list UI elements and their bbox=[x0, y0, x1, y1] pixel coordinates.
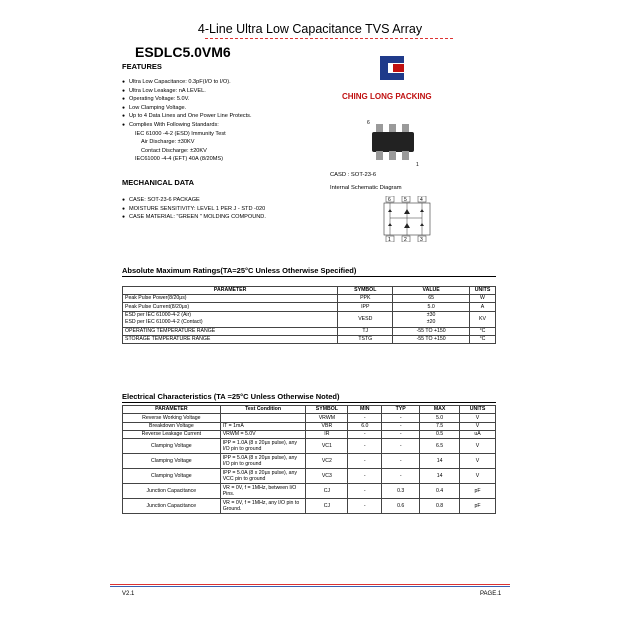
elec-table bbox=[122, 405, 496, 514]
feature-item: ● Complies With Following Standards: bbox=[122, 121, 332, 130]
schematic-title: Internal Schematic Diagram bbox=[330, 185, 402, 191]
table-row: Peak Pulse Power(8/20μs) PPK 65 W bbox=[123, 295, 496, 303]
schematic-pin: 4 bbox=[420, 197, 423, 203]
feature-item: ● Ultra Low Leakage: nA LEVEL. bbox=[122, 87, 332, 96]
column-header: SYMBOL bbox=[306, 406, 348, 414]
schematic-pin: 5 bbox=[404, 197, 407, 203]
table-row: Clamping Voltage IPP = 5.0A (8 x 20μs pulse), any VCC pin to ground VC3 - - 14 V bbox=[123, 469, 496, 484]
schematic-pin: 2 bbox=[404, 237, 407, 242]
footer-rule bbox=[110, 586, 510, 587]
part-number: ESDLC5.0VM6 bbox=[135, 44, 231, 60]
column-header: MAX bbox=[420, 406, 460, 414]
table-row: Reverse Working Voltage VRWM - - 5.0 V bbox=[123, 414, 496, 422]
table-row: Junction Capacitance VR = 0V, f = 1MHz, any I/O pin to Ground. CJ - 0.6 0.8 pF bbox=[123, 499, 496, 514]
column-header: PARAMETER bbox=[123, 287, 338, 295]
table-row: ESD per IEC 61000-4-2 (Air) ESD per IEC 61000-4-2 (Contact) VESD ±30 ±20 KV bbox=[123, 311, 496, 327]
pin-label-right: 1 bbox=[416, 162, 419, 168]
pin-label-left: 6 bbox=[367, 120, 370, 126]
table-row: Breakdown Voltage IT = 1mA VBR 6.0 - 7.5 V bbox=[123, 422, 496, 430]
feature-item: ● Operating Voltage: 5.0V. bbox=[122, 95, 332, 104]
standard-item: IEC61000 -4-4 (EFT) 40A (8/20MS) bbox=[135, 156, 223, 163]
column-header: UNITS bbox=[470, 287, 496, 295]
features-list bbox=[122, 78, 332, 164]
mechanical-list bbox=[122, 196, 332, 222]
table-row: OPERATING TEMPERATURE RANGE TJ -55 TO +150 °C bbox=[123, 327, 496, 335]
abs-max-heading: Absolute Maximum Ratings(TA=25°C Unless Otherwise Specified) bbox=[122, 266, 496, 277]
mechanical-heading: MECHANICAL DATA bbox=[122, 178, 195, 187]
table-row: Clamping Voltage IPP = 5.0A (8 x 20μs pulse), any I/O pin to ground VC2 - - 14 V bbox=[123, 454, 496, 469]
mechanical-item: ● CASE MATERIAL: "GREEN " MOLDING COMPOUND. bbox=[122, 213, 332, 222]
standard-item: Contact Discharge: ±20KV bbox=[141, 147, 207, 154]
column-header: MIN bbox=[348, 406, 382, 414]
standard-item: IEC 61000 -4-2 (ESD) Immunity Test bbox=[135, 130, 226, 137]
features-heading: FEATURES bbox=[122, 62, 162, 71]
case-label: CASD : SOT-23-6 bbox=[330, 172, 377, 178]
feature-item: ● Ultra Low Capacitance: 0.3pF(I/O to I/O). bbox=[122, 78, 332, 87]
feature-item: ● Up to 4 Data Lines and One Power Line Protects. bbox=[122, 112, 332, 121]
table-row: Peak Pulse Current(8/20μs) IPP 5.0 A bbox=[123, 303, 496, 311]
document-title: 4-Line Ultra Low Capacitance TVS Array bbox=[197, 22, 423, 36]
footer-rule bbox=[110, 584, 510, 585]
table-row: Clamping Voltage IPP = 1.0A (8 x 20μs pulse), any I/O pin to ground VC1 - - 6.5 V bbox=[123, 439, 496, 454]
schematic-pin: 3 bbox=[420, 237, 423, 242]
title-underline bbox=[205, 38, 453, 39]
table-row: Junction Capacitance VR = 0V, f = 1MHz, between I/O Pins. CJ - 0.3 0.4 pF bbox=[123, 484, 496, 499]
table-row: STORAGE TEMPERATURE RANGE TSTG -55 TO +150 °C bbox=[123, 335, 496, 343]
column-header: TYP bbox=[382, 406, 420, 414]
column-header: VALUE bbox=[393, 287, 470, 295]
column-header: PARAMETER bbox=[123, 406, 221, 414]
column-header: Test Condition bbox=[220, 406, 306, 414]
internal-schematic-diagram bbox=[378, 196, 436, 242]
page-label: PAGE.1 bbox=[480, 591, 502, 597]
column-header: SYMBOL bbox=[338, 287, 393, 295]
column-header: UNITS bbox=[460, 406, 496, 414]
version-label: V2.1 bbox=[122, 591, 135, 597]
schematic-pin: 1 bbox=[388, 237, 391, 242]
abs-max-table bbox=[122, 286, 496, 344]
elec-heading: Electrical Characteristics (TA =25°C Unless Otherwise Noted) bbox=[122, 392, 496, 403]
sot23-package-image bbox=[362, 114, 424, 170]
company-logo-icon bbox=[376, 52, 408, 84]
standard-item: Air Discharge: ±30KV bbox=[141, 139, 195, 146]
mechanical-item: ● MOISTURE SENSITIVITY: LEVEL 1 PER J - STD -020 bbox=[122, 205, 332, 214]
company-name: CHING LONG PACKING bbox=[342, 92, 432, 101]
feature-item: ● Low Clamping Voltage. bbox=[122, 104, 332, 113]
mechanical-item: ● CASE: SOT-23-6 PACKAGE bbox=[122, 196, 332, 205]
schematic-pin: 6 bbox=[388, 197, 391, 203]
table-row: Reverse Leakage Current VRWM = 5.0V IR - - 0.5 uA bbox=[123, 430, 496, 438]
